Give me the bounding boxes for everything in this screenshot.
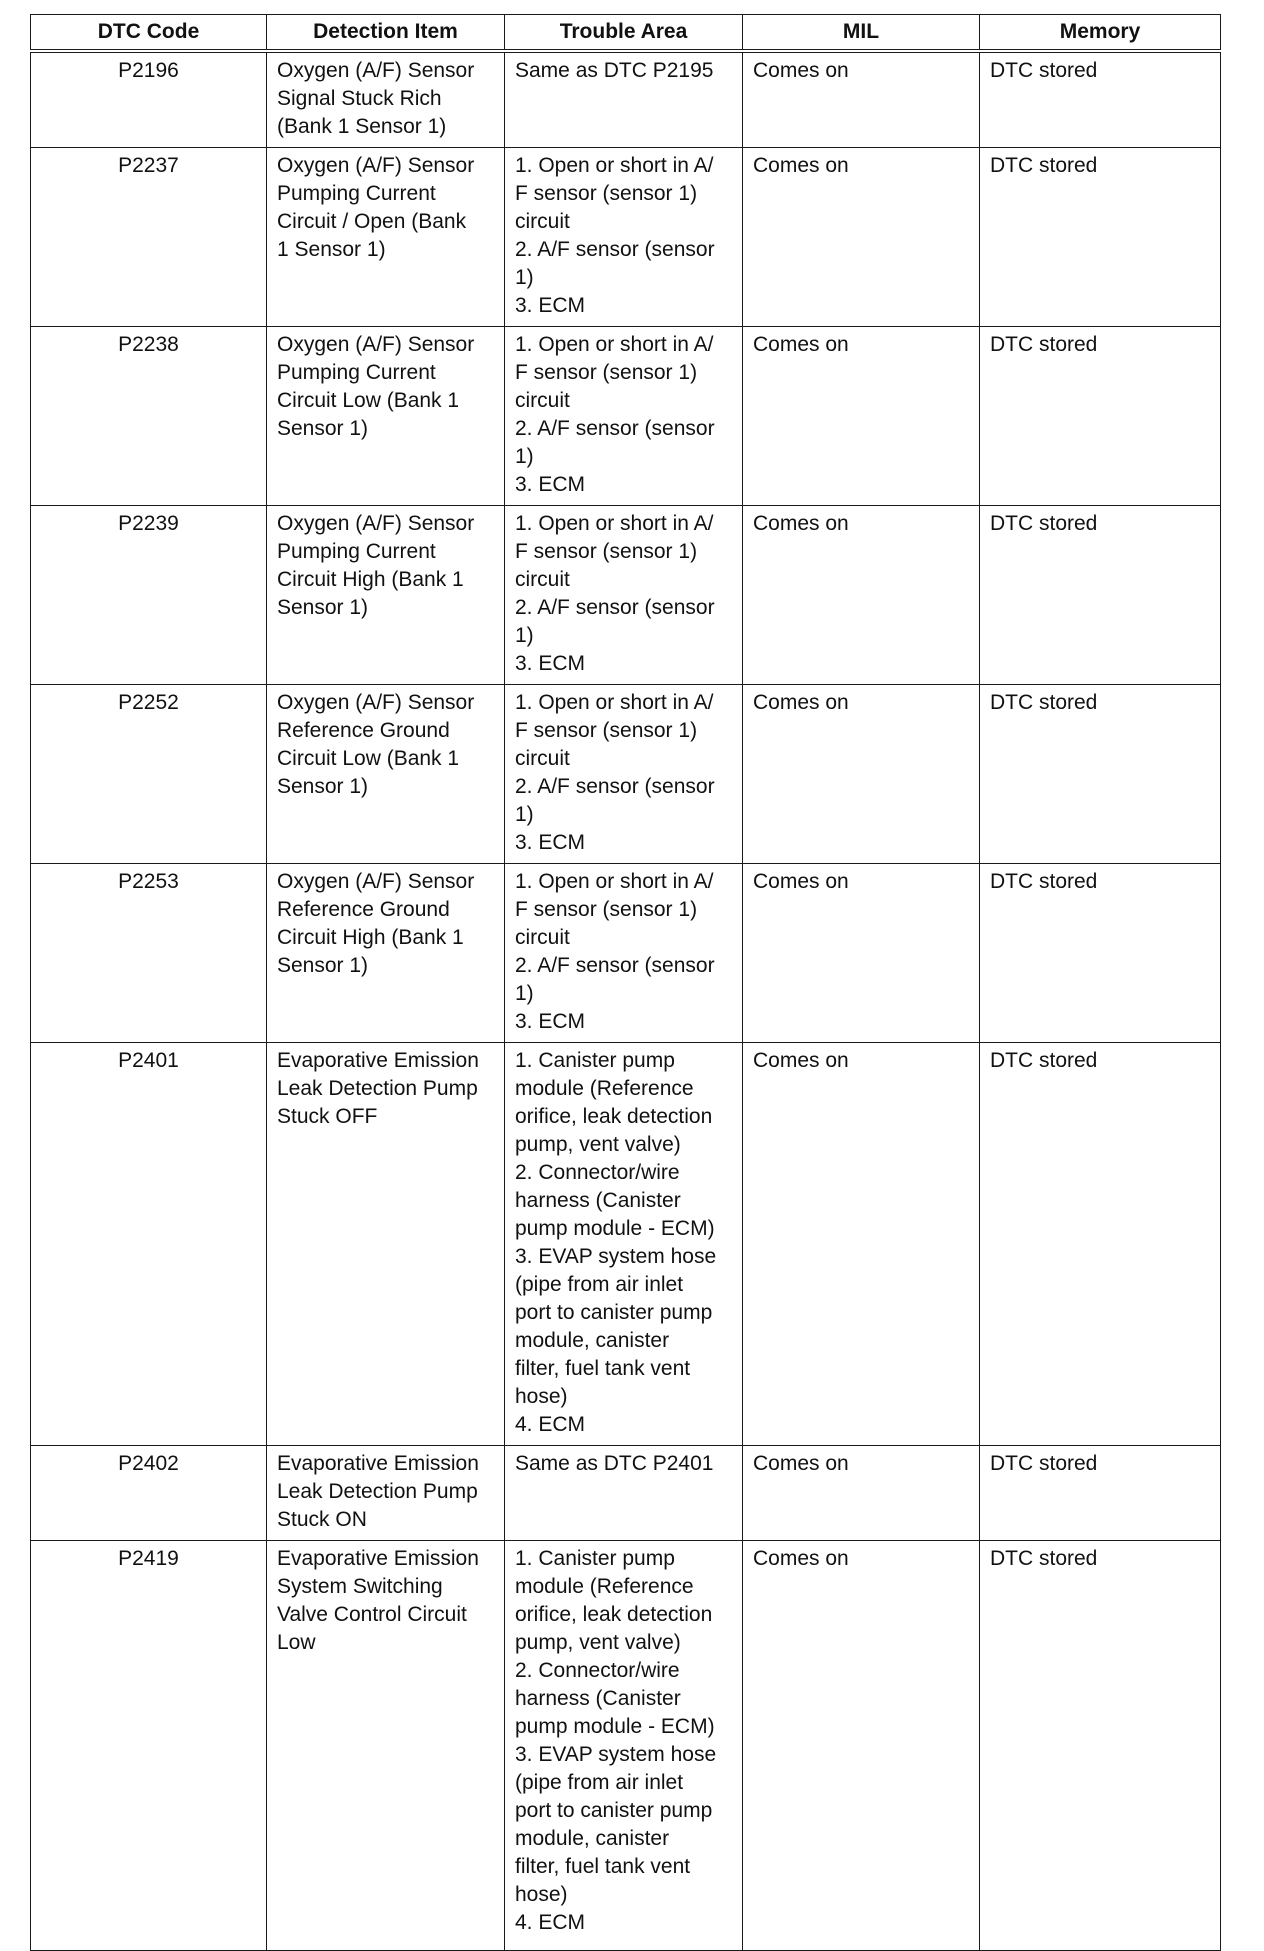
detection-item-line: Oxygen (A/F) Sensor — [277, 154, 475, 177]
mil-status: Comes on — [753, 1049, 849, 1072]
detection-item-cell — [267, 327, 505, 506]
trouble-area-line: (pipe from air inlet — [515, 1771, 684, 1794]
memory-cell — [980, 685, 1221, 864]
header-memory: Memory — [980, 15, 1221, 52]
detection-item-line: Pumping Current — [277, 540, 436, 563]
trouble-area-line: port to canister pump — [515, 1799, 713, 1822]
detection-item-line: Valve Control Circuit — [277, 1603, 467, 1626]
detection-item-line: Evaporative Emission — [277, 1452, 479, 1475]
trouble-area-cell — [505, 1541, 743, 1951]
memory-cell — [980, 1541, 1221, 1951]
trouble-area-line: (pipe from air inlet — [515, 1273, 684, 1296]
mil-cell — [743, 148, 980, 327]
trouble-area-line: circuit — [515, 747, 570, 770]
mil-status: Comes on — [753, 512, 849, 535]
trouble-area-line: 3. ECM — [515, 652, 586, 675]
header-trouble-area: Trouble Area — [505, 15, 743, 52]
detection-item-line: Oxygen (A/F) Sensor — [277, 59, 475, 82]
trouble-area-line: 2. A/F sensor (sensor — [515, 954, 715, 977]
detection-item-cell — [267, 1541, 505, 1951]
trouble-area-line: module, canister — [515, 1329, 670, 1352]
trouble-area-line: 4. ECM — [515, 1413, 586, 1436]
trouble-area-line: pump, vent valve) — [515, 1133, 681, 1156]
trouble-area-line: module (Reference — [515, 1077, 694, 1100]
table-row — [31, 327, 1221, 506]
trouble-area-line: 1) — [515, 803, 534, 826]
detection-item-line: Circuit / Open (Bank — [277, 210, 467, 233]
trouble-area-line: Same as DTC P2195 — [515, 59, 714, 82]
memory-cell — [980, 51, 1221, 148]
header-dtc-code: DTC Code — [31, 15, 267, 52]
memory-status: DTC stored — [990, 512, 1098, 535]
table-row — [31, 148, 1221, 327]
dtc-code: P2237 — [118, 154, 179, 177]
trouble-area-line: 1. Open or short in A/ — [515, 870, 714, 893]
detection-item-line: System Switching — [277, 1575, 443, 1598]
dtc-code-cell — [31, 1043, 267, 1446]
detection-item-line: Oxygen (A/F) Sensor — [277, 691, 475, 714]
detection-item-cell — [267, 864, 505, 1043]
mil-status: Comes on — [753, 870, 849, 893]
memory-status: DTC stored — [990, 1547, 1098, 1570]
trouble-area-line: 3. ECM — [515, 1010, 586, 1033]
trouble-area-line: 1) — [515, 445, 534, 468]
memory-cell — [980, 148, 1221, 327]
trouble-area-line: 3. ECM — [515, 294, 586, 317]
detection-item-line: Stuck ON — [277, 1508, 367, 1531]
trouble-area-cell — [505, 506, 743, 685]
detection-item-cell — [267, 51, 505, 148]
table-row — [31, 1043, 1221, 1446]
dtc-code-cell — [31, 1446, 267, 1541]
detection-item-line: Circuit High (Bank 1 — [277, 568, 464, 591]
trouble-area-line: filter, fuel tank vent — [515, 1357, 691, 1380]
mil-status: Comes on — [753, 154, 849, 177]
detection-item-line: Reference Ground — [277, 719, 450, 742]
trouble-area-line: 1. Open or short in A/ — [515, 154, 714, 177]
dtc-code-cell — [31, 1541, 267, 1951]
trouble-area-line: F sensor (sensor 1) — [515, 361, 698, 384]
dtc-code-cell — [31, 327, 267, 506]
trouble-area-line: 3. ECM — [515, 831, 586, 854]
dtc-code: P2252 — [118, 691, 179, 714]
trouble-area-cell — [505, 327, 743, 506]
trouble-area-line: 1. Open or short in A/ — [515, 333, 714, 356]
header-detection-item: Detection Item — [267, 15, 505, 52]
trouble-area-line: orifice, leak detection — [515, 1603, 713, 1626]
dtc-code-cell — [31, 864, 267, 1043]
trouble-area-line: 2. A/F sensor (sensor — [515, 417, 715, 440]
trouble-area-cell — [505, 1043, 743, 1446]
detection-item-line: 1 Sensor 1) — [277, 238, 386, 261]
detection-item-line: Stuck OFF — [277, 1105, 378, 1128]
dtc-code-cell — [31, 148, 267, 327]
detection-item-line: Circuit Low (Bank 1 — [277, 389, 460, 412]
trouble-area-line: F sensor (sensor 1) — [515, 182, 698, 205]
detection-item-cell — [267, 1043, 505, 1446]
detection-item-cell — [267, 506, 505, 685]
table-row — [31, 685, 1221, 864]
trouble-area-line: circuit — [515, 389, 570, 412]
mil-status: Comes on — [753, 333, 849, 356]
trouble-area-line: 2. A/F sensor (sensor — [515, 775, 715, 798]
dtc-code: P2196 — [118, 59, 179, 82]
detection-item-line: (Bank 1 Sensor 1) — [277, 115, 447, 138]
detection-item-line: Sensor 1) — [277, 775, 369, 798]
trouble-area-line: pump, vent valve) — [515, 1631, 681, 1654]
memory-cell — [980, 864, 1221, 1043]
mil-cell — [743, 864, 980, 1043]
memory-cell — [980, 327, 1221, 506]
trouble-area-line: 1. Open or short in A/ — [515, 512, 714, 535]
trouble-area-cell — [505, 685, 743, 864]
trouble-area-cell — [505, 1446, 743, 1541]
table-row — [31, 51, 1221, 148]
table-row — [31, 506, 1221, 685]
table-row — [31, 1446, 1221, 1541]
memory-cell — [980, 1446, 1221, 1541]
trouble-area-cell — [505, 148, 743, 327]
trouble-area-line: pump module - ECM) — [515, 1217, 715, 1240]
detection-item-line: Oxygen (A/F) Sensor — [277, 870, 475, 893]
header-mil: MIL — [743, 15, 980, 52]
mil-status: Comes on — [753, 691, 849, 714]
dtc-code-cell — [31, 51, 267, 148]
table-row — [31, 864, 1221, 1043]
trouble-area-line: 1) — [515, 624, 534, 647]
detection-item-cell — [267, 148, 505, 327]
detection-item-line: Sensor 1) — [277, 596, 369, 619]
dtc-code: P2239 — [118, 512, 179, 535]
trouble-area-line: 2. Connector/wire — [515, 1659, 680, 1682]
detection-item-line: Oxygen (A/F) Sensor — [277, 333, 475, 356]
detection-item-line: Leak Detection Pump — [277, 1077, 478, 1100]
trouble-area-line: 2. Connector/wire — [515, 1161, 680, 1184]
trouble-area-line: 2. A/F sensor (sensor — [515, 596, 715, 619]
dtc-table — [30, 14, 1221, 1951]
memory-status: DTC stored — [990, 870, 1098, 893]
memory-status: DTC stored — [990, 154, 1098, 177]
trouble-area-line: hose) — [515, 1883, 568, 1906]
trouble-area-line: 1) — [515, 982, 534, 1005]
trouble-area-line: F sensor (sensor 1) — [515, 540, 698, 563]
trouble-area-cell — [505, 864, 743, 1043]
trouble-area-line: port to canister pump — [515, 1301, 713, 1324]
trouble-area-line: hose) — [515, 1385, 568, 1408]
trouble-area-line: orifice, leak detection — [515, 1105, 713, 1128]
detection-item-line: Reference Ground — [277, 898, 450, 921]
dtc-code-cell — [31, 685, 267, 864]
trouble-area-line: harness (Canister — [515, 1687, 681, 1710]
trouble-area-line: circuit — [515, 210, 570, 233]
trouble-area-line: filter, fuel tank vent — [515, 1855, 691, 1878]
memory-status: DTC stored — [990, 1049, 1098, 1072]
trouble-area-line: harness (Canister — [515, 1189, 681, 1212]
memory-status: DTC stored — [990, 59, 1098, 82]
dtc-code: P2401 — [118, 1049, 179, 1072]
mil-cell — [743, 1446, 980, 1541]
trouble-area-line: circuit — [515, 568, 570, 591]
detection-item-cell — [267, 685, 505, 864]
dtc-table-sheet — [30, 14, 1220, 1951]
header-row — [31, 15, 1221, 52]
mil-status: Comes on — [753, 1547, 849, 1570]
trouble-area-cell — [505, 51, 743, 148]
detection-item-line: Leak Detection Pump — [277, 1480, 478, 1503]
trouble-area-line: 1. Canister pump — [515, 1049, 675, 1072]
mil-cell — [743, 506, 980, 685]
trouble-area-line: Same as DTC P2401 — [515, 1452, 714, 1475]
mil-cell — [743, 1043, 980, 1446]
trouble-area-line: 4. ECM — [515, 1911, 586, 1934]
detection-item-line: Sensor 1) — [277, 954, 369, 977]
trouble-area-line: pump module - ECM) — [515, 1715, 715, 1738]
trouble-area-line: circuit — [515, 926, 570, 949]
trouble-area-line: 1. Canister pump — [515, 1547, 675, 1570]
trouble-area-line: module, canister — [515, 1827, 670, 1850]
detection-item-line: Evaporative Emission — [277, 1547, 479, 1570]
trouble-area-line: 1. Open or short in A/ — [515, 691, 714, 714]
dtc-code: P2402 — [118, 1452, 179, 1475]
detection-item-line: Pumping Current — [277, 361, 436, 384]
detection-item-line: Circuit Low (Bank 1 — [277, 747, 460, 770]
memory-cell — [980, 1043, 1221, 1446]
detection-item-line: Oxygen (A/F) Sensor — [277, 512, 475, 535]
trouble-area-line: 1) — [515, 266, 534, 289]
trouble-area-line: module (Reference — [515, 1575, 694, 1598]
dtc-code: P2253 — [118, 870, 179, 893]
detection-item-line: Evaporative Emission — [277, 1049, 479, 1072]
table-body — [31, 51, 1221, 1951]
memory-status: DTC stored — [990, 333, 1098, 356]
detection-item-line: Sensor 1) — [277, 417, 369, 440]
dtc-code: P2238 — [118, 333, 179, 356]
dtc-code-cell — [31, 506, 267, 685]
detection-item-line: Low — [277, 1631, 316, 1654]
detection-item-line: Signal Stuck Rich — [277, 87, 442, 110]
trouble-area-line: F sensor (sensor 1) — [515, 898, 698, 921]
trouble-area-line: 3. EVAP system hose — [515, 1743, 717, 1766]
trouble-area-line: 3. ECM — [515, 473, 586, 496]
table-row — [31, 1541, 1221, 1951]
detection-item-cell — [267, 1446, 505, 1541]
mil-cell — [743, 51, 980, 148]
mil-cell — [743, 327, 980, 506]
detection-item-line: Pumping Current — [277, 182, 436, 205]
trouble-area-line: F sensor (sensor 1) — [515, 719, 698, 742]
trouble-area-line: 3. EVAP system hose — [515, 1245, 717, 1268]
mil-status: Comes on — [753, 59, 849, 82]
trouble-area-line: 2. A/F sensor (sensor — [515, 238, 715, 261]
dtc-code: P2419 — [118, 1547, 179, 1570]
mil-status: Comes on — [753, 1452, 849, 1475]
memory-status: DTC stored — [990, 1452, 1098, 1475]
memory-cell — [980, 506, 1221, 685]
mil-cell — [743, 1541, 980, 1951]
detection-item-line: Circuit High (Bank 1 — [277, 926, 464, 949]
memory-status: DTC stored — [990, 691, 1098, 714]
mil-cell — [743, 685, 980, 864]
